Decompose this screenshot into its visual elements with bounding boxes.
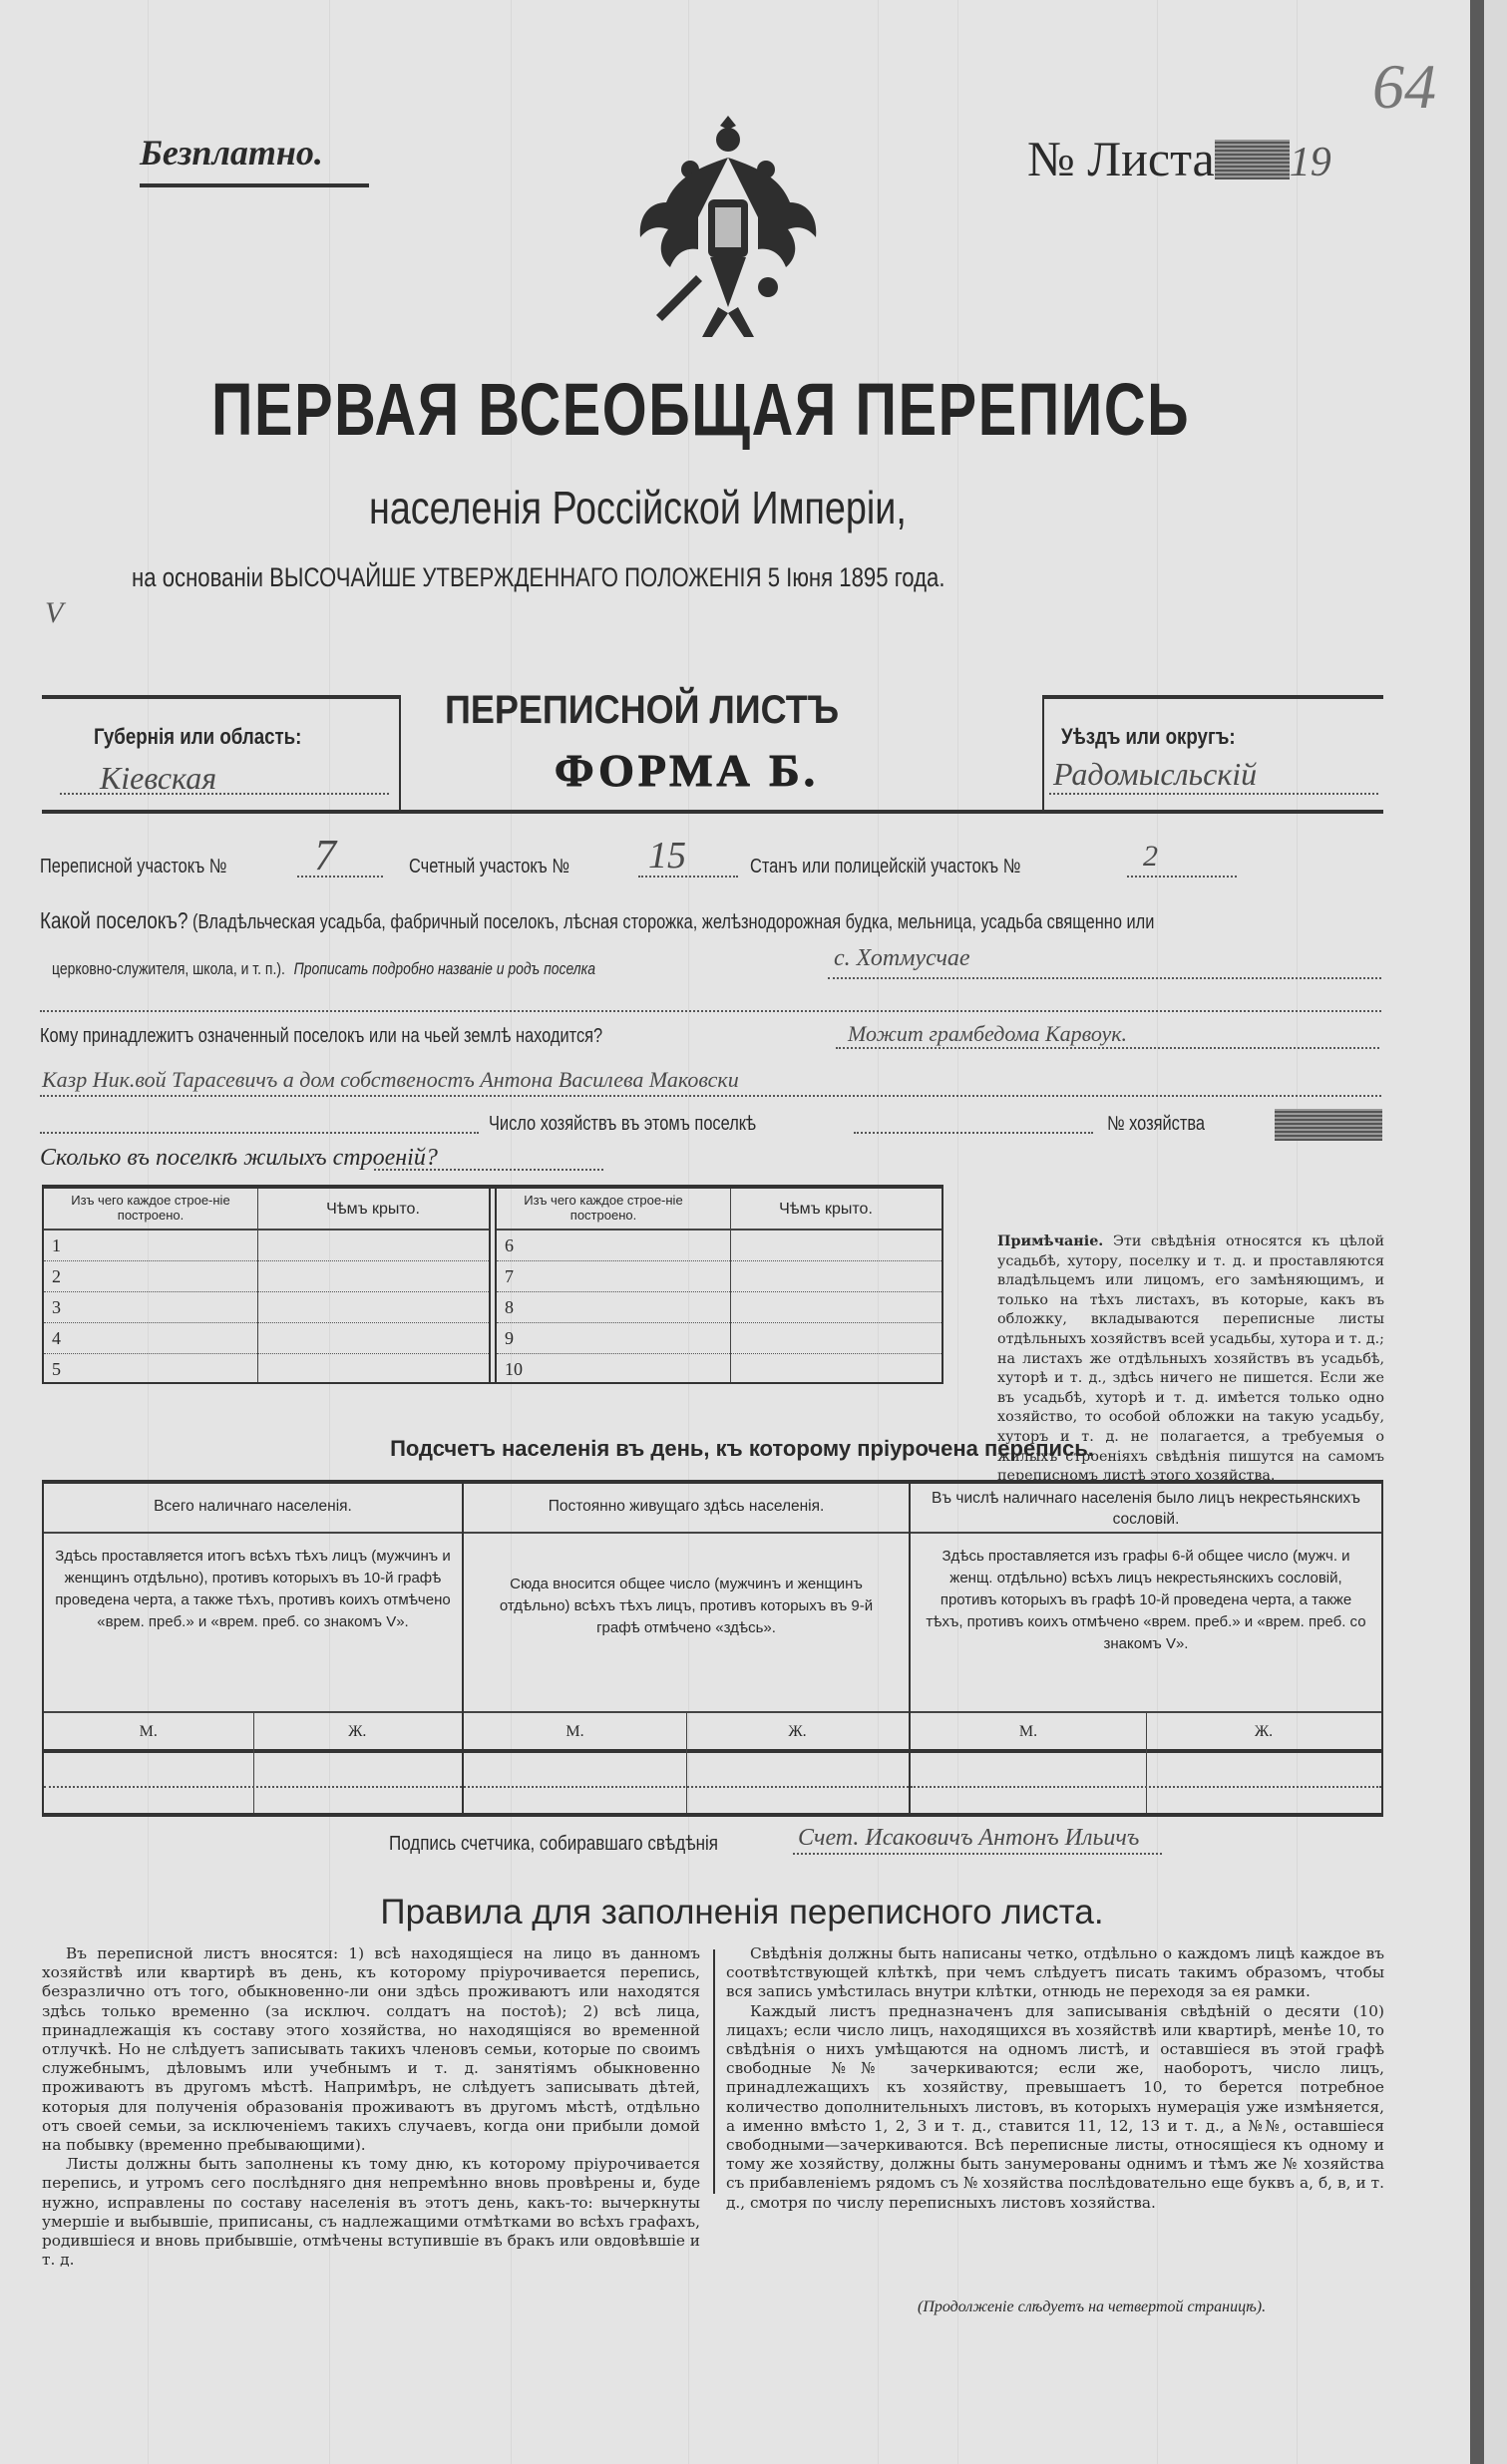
row-number: 3	[52, 1297, 61, 1317]
form-variant: ФОРМА Б.	[555, 745, 820, 796]
sex-divider	[1146, 1713, 1147, 1813]
settlement-line-1	[828, 977, 1381, 979]
buildings-table	[42, 1185, 943, 1384]
male-header: М.	[139, 1723, 158, 1740]
legal-basis-line: на основаніи ВЫСОЧАЙШЕ УТВЕРЖДЕННАГО ПОЛОЖЕНІЯ 5 Іюня 1895 года.	[132, 562, 945, 592]
settlement-hint-1: (Владѣльческая усадьба, фабричный поселокъ, лѣсная сторожка, желѣзнодорожная будка, мельница, усадьба священно или	[191, 911, 1155, 933]
free-of-charge-label: Безплатно.	[140, 133, 323, 173]
column-header: Постоянно живущаго здѣсь населенія.	[464, 1484, 909, 1534]
row-number: 2	[52, 1266, 61, 1286]
settlement-value[interactable]: с. Хотмусчае	[834, 945, 970, 971]
continued-note: (Продолженіе слѣдуетъ на четвертой страницѣ).	[918, 2298, 1267, 2315]
entry-line[interactable]	[464, 1786, 909, 1788]
settlement-question	[40, 907, 1154, 934]
sex-divider	[253, 1713, 254, 1813]
handwritten-page-number: 64	[1372, 51, 1436, 122]
sheet-number-stamp	[1215, 140, 1290, 179]
page-subtitle: населенія Россійской Имперіи,	[369, 482, 907, 533]
female-header: Ж.	[348, 1723, 367, 1740]
roof-header: Чѣмъ крыто.	[779, 1201, 873, 1218]
entry-line[interactable]	[911, 1786, 1381, 1788]
permanent-residents-column	[464, 1484, 909, 1813]
table-row[interactable]	[497, 1323, 942, 1354]
settlement-label: Какой поселокъ?	[40, 907, 188, 933]
police-district-value[interactable]: 2	[1143, 840, 1158, 873]
province-field-line	[60, 793, 389, 795]
police-district-line	[1127, 876, 1237, 878]
population-count-title: Подсчетъ населенія въ день, къ которому пріурочена перепись.	[390, 1436, 1094, 1461]
double-headed-eagle-icon	[618, 108, 838, 347]
material-header: Изъ чего каждое строе-ніе построено.	[71, 1193, 230, 1223]
table-row[interactable]	[497, 1231, 942, 1261]
column-description: Сюда вносится общее число (мужчинъ и женщинъ отдѣльно) всѣхъ тѣхъ лицъ, противъ которыхъ въ 9-й графѣ отмѣчено «здѣсь».	[464, 1534, 909, 1713]
owner-value-line1[interactable]: Можит грамбедома Карвоук.	[848, 1021, 1128, 1046]
header-rule-right	[1042, 695, 1383, 699]
province-label: Губернія или область:	[94, 724, 302, 749]
dwellings-line	[374, 1169, 603, 1171]
signature-value[interactable]: Счет. Исаковичъ Антонъ Ильичъ	[798, 1825, 1140, 1851]
table-row[interactable]	[497, 1292, 942, 1323]
population-count-table	[42, 1480, 1383, 1817]
row-number: 1	[52, 1235, 61, 1255]
settlement-hint-line2	[52, 959, 595, 979]
column-header: Всего наличнаго населенія.	[44, 1484, 462, 1534]
district-value[interactable]: Радомысльскій	[1053, 756, 1258, 792]
table-row[interactable]	[44, 1323, 489, 1354]
header-rule-bottom	[42, 810, 1383, 814]
header-rule-left	[42, 695, 399, 699]
column-description: Здѣсь проставляется итогъ всѣхъ тѣхъ лицъ (мужчинъ и женщинъ отдѣльно), противъ которыхъ въ 10-й графѣ проведена черта, а также тѣхъ, противъ коихъ отмѣчено «врем. преб.» и «врем. преб. со знакомъ V».	[44, 1534, 462, 1713]
enumerator-signature	[389, 1833, 718, 1856]
signature-line	[793, 1853, 1162, 1855]
counting-district-label: Счетный участокъ №	[409, 856, 569, 878]
row-number: 7	[505, 1266, 514, 1286]
settlement-line-2	[40, 1010, 1381, 1012]
male-header: М.	[565, 1723, 584, 1740]
table-row[interactable]	[44, 1292, 489, 1323]
row-number: 4	[52, 1328, 61, 1348]
buildings-table-header	[497, 1189, 942, 1231]
row-number: 8	[505, 1297, 514, 1317]
owner-label: Кому принадлежитъ означенный поселокъ или на чьей землѣ находится?	[40, 1025, 603, 1047]
table-row[interactable]	[44, 1231, 489, 1261]
rules-left-column	[42, 1944, 700, 2270]
table-row[interactable]	[497, 1261, 942, 1292]
counting-district-line	[638, 876, 738, 878]
table-row[interactable]	[44, 1261, 489, 1292]
district-label: Уѣздъ или округъ:	[1061, 724, 1236, 749]
header-divider-left	[399, 695, 401, 811]
census-district-value[interactable]: 7	[314, 831, 336, 880]
margin-check-mark: V	[45, 596, 64, 629]
male-header: М.	[1018, 1723, 1038, 1740]
households-line	[854, 1132, 1093, 1134]
rules-paragraph: Каждый листъ предназначенъ для записыванія свѣдѣній о десяти (10) лицахъ; если число лицъ, находящихся въ хозяйствѣ или квартирѣ, менѣе 10, то свѣдѣнія о нихъ умѣщаются на одномъ листѣ, и оставшіеся въ этой графѣ свободные №№ зачеркиваются; если же, наоборотъ, число лицъ, принадлежащихъ къ хозяйству, превышаетъ 10, то берется потребное количество дополнительныхъ листовъ, въ которыхъ нумерація уже измѣняется, а именно вмѣсто 1, 2, 3 и т. д., ставится 11, 12, 13 и т. д., а №№, оставшіеся свободными—зачеркиваются. Всѣ переписные листы, относящіеся къ одному и тому же хозяйству, должны быть занумерованы однимъ и тѣмъ же № хозяйства съ прибавленіемъ рядомъ съ № хозяйства послѣдовательно еще буквъ а, б, в, и т. д., смотря по числу переписныхъ листовъ хозяйства.	[726, 2001, 1384, 2212]
rules-paragraph: Листы должны быть заполнены къ тому дню, къ которому пріурочивается перепись, и утромъ сего послѣдняго дня непремѣнно вновь провѣрены и, буде нужно, исправлены по составу населенія въ этотъ день, какъ-то: вычеркнуты умершіе и выбывшіе, приписаны, съ надлежащими отмѣтками во всѣхъ графахъ, родившіеся и вновь прибывшіе, отмѣчены вступившіе въ бракъ или овдовѣвшіе и т. д.	[42, 2155, 700, 2270]
household-no-stamp	[1275, 1109, 1382, 1141]
row-number: 10	[505, 1359, 523, 1379]
column-header: Въ числѣ наличнаго населенія было лицъ некрестьянскихъ сословій.	[911, 1484, 1381, 1534]
owner-value-line2[interactable]: Казр Ник.вой Тарасевичъ а дом собственостъ Антона Василева Маковски	[42, 1067, 739, 1092]
non-peasant-column	[911, 1484, 1381, 1813]
material-header: Изъ чего каждое строе-ніе построено.	[524, 1193, 683, 1223]
form-title: ПЕРЕПИСНОЙ ЛИСТЪ	[445, 688, 840, 732]
row-number: 6	[505, 1235, 514, 1255]
total-present-column	[44, 1484, 462, 1813]
rules-right-column	[726, 1944, 1384, 2213]
table-row[interactable]	[497, 1354, 942, 1385]
table-row[interactable]	[44, 1354, 489, 1385]
note-lead: Примѣчаніе.	[997, 1233, 1104, 1249]
page-title: ПЕРВАЯ ВСЕОБЩАЯ ПЕРЕПИСЬ	[211, 368, 1191, 451]
column-description: Здѣсь проставляется изъ графы 6-й общее число (мужч. и женщ. отдѣльно) всѣхъ лицъ некрестьянскихъ сословій, противъ которыхъ въ графѣ 10-й проведена черта, а также тѣхъ, противъ коихъ отмѣчено «врем. преб.» и «врем. преб. со знакомъ V».	[911, 1534, 1381, 1713]
buildings-table-right	[497, 1189, 942, 1382]
census-district-label: Переписной участокъ №	[40, 856, 227, 878]
settlement-hint-italic: Прописать подробно названіе и родъ поселка	[293, 959, 595, 978]
owner-line-2	[40, 1095, 1381, 1097]
rules-title: Правила для заполненія переписного листа.	[380, 1893, 1104, 1932]
female-header: Ж.	[788, 1723, 807, 1740]
female-header: Ж.	[1254, 1723, 1274, 1740]
dwellings-label: Сколько въ поселкѣ жилыхъ строеній?	[40, 1145, 438, 1171]
sex-divider	[686, 1713, 687, 1813]
buildings-table-left	[44, 1189, 489, 1382]
signature-label: Подпись счетчика, собиравшаго свѣдѣнія	[389, 1833, 718, 1855]
free-label-underline	[140, 183, 369, 187]
buildings-table-header	[44, 1189, 489, 1231]
sheet-number-value: 19	[1289, 140, 1331, 185]
entry-line[interactable]	[44, 1786, 462, 1788]
note-text: Эти свѣдѣнія относятся къ цѣлой усадьбѣ, хутору, поселку и т. д. и проставляются владѣльцемъ или лицомъ, его замѣняющимъ, и только на тѣхъ листахъ, въ которые, какъ въ обложку, вкладываются переписные листы отдѣльныхъ хозяйствъ всей усадьбы, хутора и т. д.; на листахъ же отдѣльныхъ хозяйствъ въ усадьбѣ, хуторѣ и т. д., здѣсь ничего не пишется. Если же въ усадьбѣ, хуторѣ и т. д. имѣется только одно хозяйство, то особой обложки на такую усадьбу, хуторъ и т. д. не полагается, а требуемыя о жилыхъ строеніяхъ свѣдѣнія пишутся на самомъ переписномъ листѣ этого хозяйства.	[997, 1233, 1384, 1485]
census-district-line	[297, 876, 383, 878]
row-number: 5	[52, 1359, 61, 1379]
row-number: 9	[505, 1328, 514, 1348]
rules-paragraph: Свѣдѣнія должны быть написаны четко, отдѣльно о каждомъ лицѣ каждое въ соотвѣтствующей клѣткѣ, при чемъ слѣдуетъ писать такимъ образомъ, чтобы вся запись умѣстилась внутри клѣтки, отнюдь не переходя за ея рамки.	[726, 1944, 1384, 2001]
table-double-divider	[489, 1189, 497, 1382]
roof-header: Чѣмъ крыто.	[326, 1201, 420, 1218]
sheet-number-label: № Листа	[1027, 131, 1215, 186]
sheet-number	[1027, 130, 1331, 187]
households-line-lead	[40, 1132, 479, 1134]
households-label: Число хозяйствъ въ этомъ поселкѣ	[489, 1113, 757, 1135]
settlement-hint-2: церковно-служителя, школа, и т. п.).	[52, 959, 285, 978]
counting-district-value[interactable]: 15	[648, 835, 686, 877]
rules-column-divider	[713, 1949, 715, 2194]
province-value[interactable]: Кіевская	[100, 760, 217, 796]
rules-paragraph: Въ переписной листъ вносятся: 1) всѣ находящіеся на лицо въ данномъ хозяйствѣ или квартирѣ въ день, къ которому пріурочивается перепись, безразлично отъ того, обыкновенно-ли они здѣсь проживаютъ или находятся здѣсь только временно (за исключ. солдатъ на постоѣ); 2) всѣ лица, принадлежащія къ составу этого хозяйства, но находящіяся во временной отлучкѣ. Но не слѣдуетъ записывать такихъ членовъ семьи, которые по своимъ служебнымъ, дѣловымъ или учебнымъ и т. д. занятіямъ обыкновенно проживаютъ въ другомъ мѣстѣ. Напримѣръ, не слѣдуетъ записывать дѣтей, которыя для полученія образованія проживаютъ въ другомъ мѣстѣ, отдѣльно отъ своей семьи, за исключеніемъ такихъ случаевъ, когда они прибыли домой на побывку (временно пребывающими).	[42, 1944, 700, 2155]
owner-line-1	[836, 1047, 1379, 1049]
household-no-label: № хозяйства	[1107, 1113, 1206, 1135]
police-district-label: Станъ или полицейскій участокъ №	[750, 856, 1021, 878]
district-field-line	[1049, 793, 1378, 795]
